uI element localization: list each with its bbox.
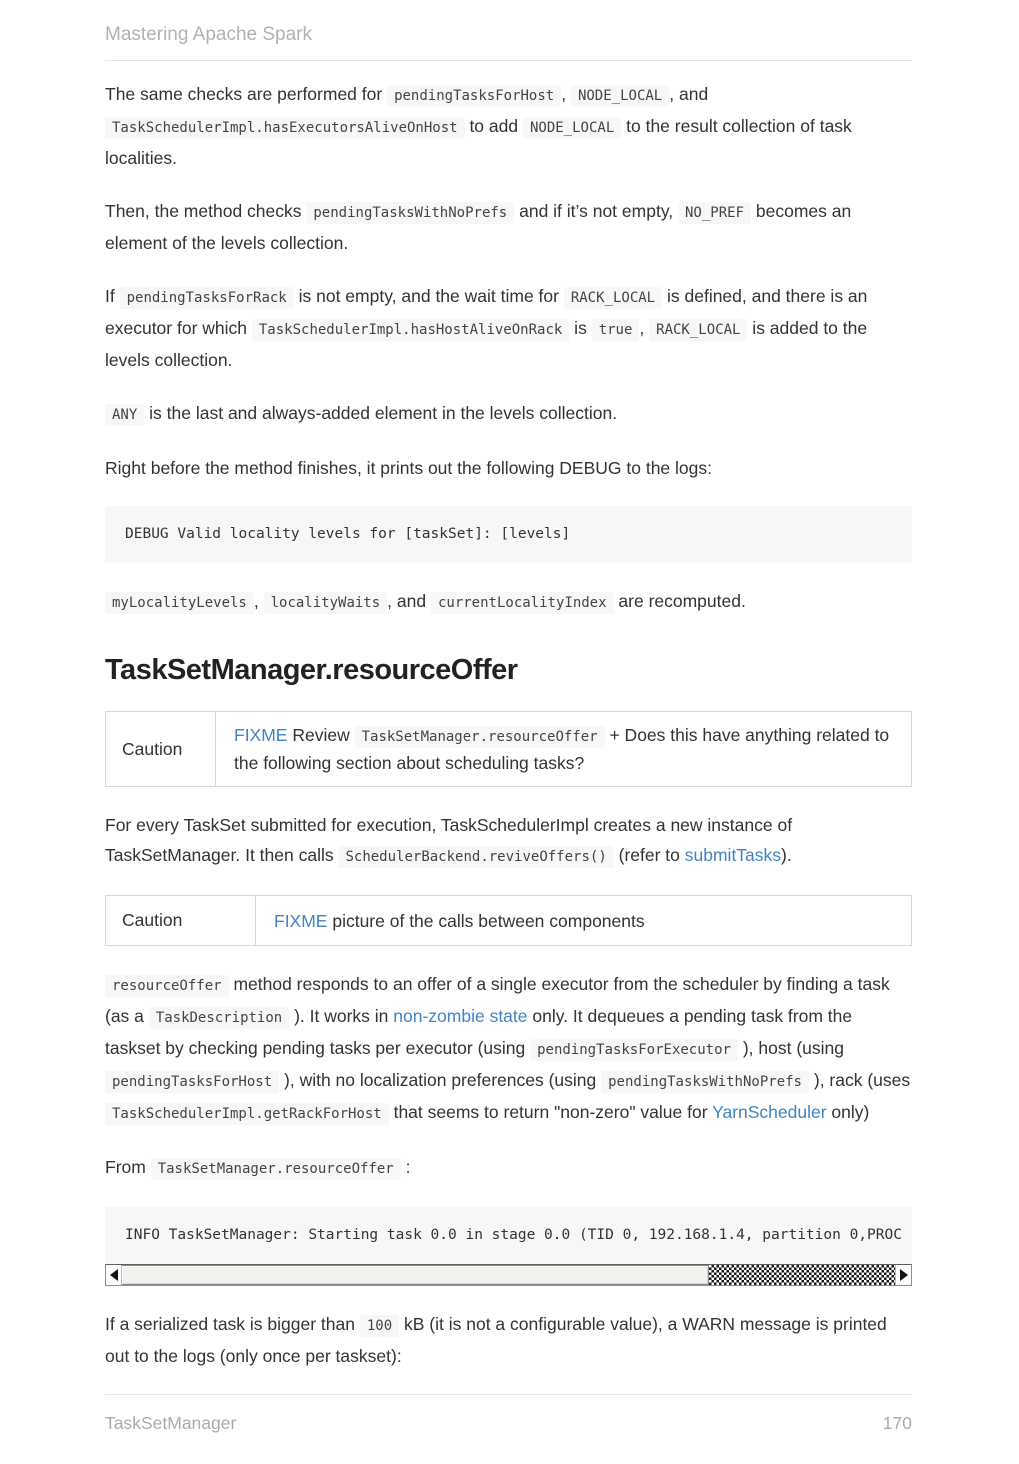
text-run: : [400,1157,411,1177]
paragraph-method-checks [105,196,912,258]
paragraph-debug-intro [105,453,912,483]
scroll-left-button[interactable] [106,1265,122,1285]
link[interactable]: non-zombie state [393,1006,528,1026]
inline-code: TaskSetManager.resourceOffer [355,726,605,748]
page-header [105,0,912,61]
paragraph-any-level [105,398,912,430]
text-run: The same checks are performed for [105,84,388,104]
left-arrow-icon [110,1269,118,1281]
footer-chapter: TaskSetManager [105,1413,237,1433]
inline-code: TaskSchedulerImpl.hasHostAliveOnRack [252,319,569,341]
caution-content [256,896,912,946]
text-run: , and [387,591,431,611]
inline-code: ANY [105,404,144,426]
text-run: , [253,591,264,611]
inline-code: TaskSetManager.resourceOffer [151,1158,401,1180]
caution-admonition-review [105,711,912,787]
caution-label: Caution [106,896,256,946]
caution-content [216,712,912,787]
inline-code: TaskSchedulerImpl.hasExecutorsAliveOnHost [105,117,465,139]
text-run: is not empty, and the wait time for [293,286,564,306]
paragraph-resourceoffer-method [105,969,912,1129]
footer-page-number: 170 [882,1413,912,1433]
inline-code: pendingTasksWithNoPrefs [601,1071,809,1093]
text-run: , [561,84,571,104]
paragraph-same-checks [105,79,912,173]
text-run: ), host (using [737,1038,844,1058]
inline-code: pendingTasksForExecutor [530,1039,738,1061]
right-arrow-icon [900,1269,908,1281]
text-run: to add [464,116,523,136]
text-run: method responds to an offer of a single executor from the scheduler by finding a task (as a [105,974,890,1026]
scroll-right-button[interactable] [895,1265,911,1285]
text-run: Right before the method finishes, it prints out the following DEBUG to the logs: [105,458,712,478]
text-run: (refer to [613,845,685,865]
caution-row [106,712,912,787]
inline-code: pendingTasksWithNoPrefs [306,202,514,224]
text-run: that seems to return "non-zero" value for [388,1102,713,1122]
section-heading: TaskSetManager.resourceOffer [105,654,518,686]
caution-row [106,896,912,946]
paragraph-from-resourceoffer [105,1152,912,1184]
page-footer [105,1394,912,1464]
text-run: is defined, and there is an executor for which [105,286,868,338]
text-run: only. It dequeues a pending task from the taskset by checking pending tasks per executor (using [105,1006,853,1058]
paragraph-taskset-submitted [105,810,912,872]
paragraph-recomputed [105,586,912,618]
inline-code: pendingTasksForHost [105,1071,279,1093]
scrollbar-track[interactable] [122,1265,895,1285]
text-run: becomes an element of the levels collection. [105,201,852,253]
inline-code: SchedulerBackend.reviveOffers() [338,846,613,868]
text-run: Then, the method checks [105,201,307,221]
text-run: , [639,318,650,338]
paragraph-rack-local [105,281,912,375]
inline-code: RACK_LOCAL [564,287,662,309]
text-run: , and [669,84,709,104]
text-run: is the last and always-added element in the levels collection. [144,403,618,423]
text-run: ). [781,845,792,865]
link[interactable]: YarnScheduler [712,1102,827,1122]
inline-code: resourceOffer [105,975,229,997]
inline-code: TaskSchedulerImpl.getRackForHost [105,1103,389,1125]
text-run: and if it’s not empty, [514,201,678,221]
inline-code: localityWaits [264,592,388,614]
link[interactable]: submitTasks [684,845,782,865]
scrollbar-thumb[interactable] [122,1265,709,1285]
text-run: is [569,318,592,338]
inline-code: 100 [360,1315,399,1337]
text-run: picture of the calls between components [327,910,645,931]
text-run: only) [826,1102,870,1122]
horizontal-scrollbar[interactable] [105,1264,912,1286]
inline-code: RACK_LOCAL [649,319,747,341]
caution-label: Caution [106,712,216,787]
inline-code: NODE_LOCAL [571,85,669,107]
text-run: ). It works in [289,1006,394,1026]
inline-code: NO_PREF [678,202,751,224]
book-title: Mastering Apache Spark [105,24,313,45]
inline-code: currentLocalityIndex [431,592,614,614]
content-area [105,61,912,1394]
inline-code: true [592,319,640,341]
code-block-debug-log: DEBUG Valid locality levels for [taskSet]: [levels] [105,506,912,563]
text-run: is added to the levels collection. [105,318,868,370]
text-run: ), with no localization preferences (using [279,1070,602,1090]
text-run: From [105,1157,151,1177]
text-run: are recomputed. [613,591,746,611]
text-run: + Does this have anything related to the following section about scheduling tasks? [234,725,890,773]
inline-code: pendingTasksForHost [387,85,561,107]
link[interactable]: FIXME [234,725,288,745]
code-block-info-log: INFO TaskSetManager: Starting task 0.0 in stage 0.0 (TID 0, 192.168.1.4, partition 0,PROC [105,1207,912,1264]
text-run: If [105,286,120,306]
text-run: to the result collection of task localities. [105,116,852,168]
caution-admonition-picture [105,895,912,946]
text-run: For every TaskSet submitted for execution, TaskSchedulerImpl creates a new instance of TaskSetManager. It then calls [105,815,793,865]
inline-code: TaskDescription [149,1007,289,1029]
inline-code: pendingTasksForRack [120,287,294,309]
text-run: Review [287,725,355,745]
text-run: ), rack (uses [809,1070,911,1090]
inline-code: myLocalityLevels [105,592,254,614]
inline-code: NODE_LOCAL [523,117,621,139]
paragraph-serialized-task [105,1309,912,1371]
link[interactable]: FIXME [274,910,328,931]
scrollbar-track-remainder[interactable] [709,1265,895,1285]
text-run: kB (it is not a configurable value), a WARN message is printed out to the logs (only once per taskset): [105,1314,887,1366]
text-run: If a serialized task is bigger than [105,1314,360,1334]
